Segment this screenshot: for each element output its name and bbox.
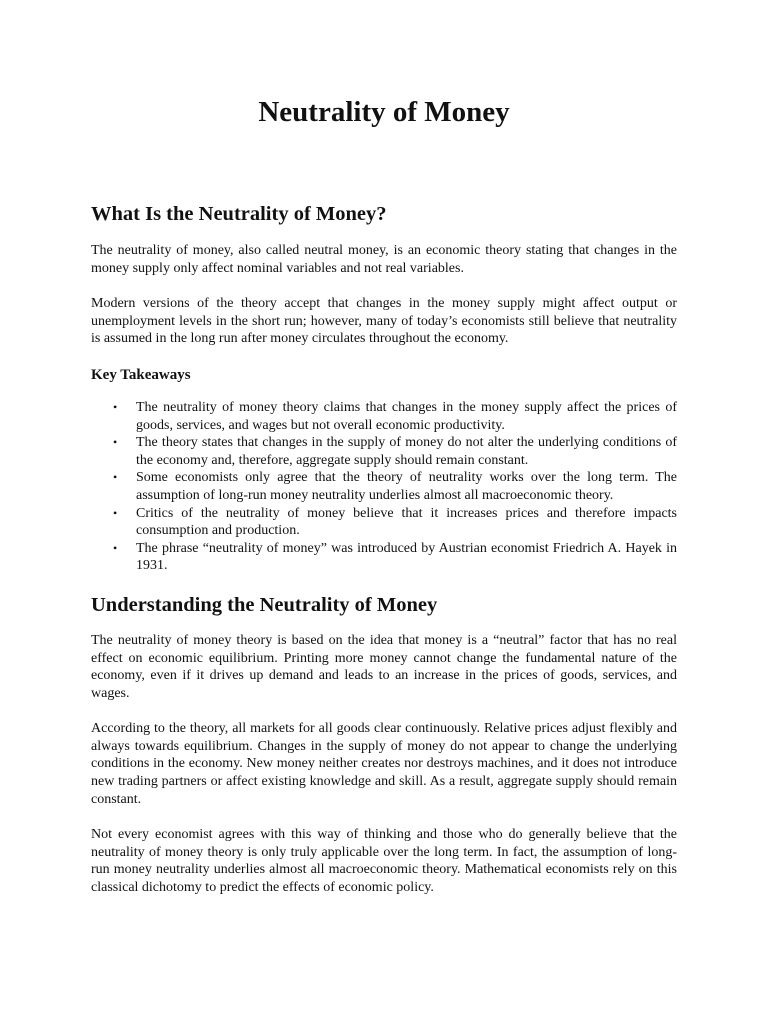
list-item — [91, 540, 677, 575]
list-item-text: The neutrality of money theory claims that changes in the money supply affect the prices of goods, services, and wages but not overall economic productivity. — [136, 399, 677, 433]
list-item-text: The theory states that changes in the supply of money do not alter the underlying conditions of the economy and, therefore, aggregate supply should remain constant. — [136, 435, 677, 468]
section-heading-what-is: What Is the Neutrality of Money? — [91, 203, 387, 225]
list-item-text: Some economists only agree that the theory of neutrality works over the long term. The assumption of long-run money neutrality underlies almost all macroeconomic theory. — [136, 470, 677, 503]
bullet-icon: • — [113, 540, 118, 555]
list-item-text: The phrase “neutrality of money” was introduced by Austrian economist Friedrich A. Hayek in 1931. — [136, 540, 677, 574]
bullet-icon: • — [113, 505, 118, 520]
list-item-text: Critics of the neutrality of money believe that it increases prices and therefore impacts consumption and production. — [136, 505, 677, 539]
list-item — [91, 399, 677, 434]
bullet-icon: • — [113, 399, 118, 414]
key-takeaways-heading: Key Takeaways — [91, 366, 191, 383]
paragraph: Modern versions of the theory accept that changes in the money supply might affect output or unemployment levels in the short run; however, many of today’s economists still believe that neutrality is assumed in the long run after money circulates throughout the economy. — [91, 296, 677, 347]
bullet-icon: • — [113, 435, 118, 450]
document-body — [91, 94, 677, 897]
paragraph: Not every economist agrees with this way of thinking and those who do generally believe that the neutrality of money theory is only truly applicable over the long term. In fact, the assumption of long-run money neutrality underlies almost all macroeconomic theory. Mathematical economists rely on this classical dichotomy to predict the effects of economic policy. — [91, 827, 677, 896]
bullet-icon: • — [113, 470, 118, 485]
list-item — [91, 469, 677, 504]
paragraph: The neutrality of money, also called neutral money, is an economic theory stating that changes in the money supply only affect nominal variables and not real variables. — [91, 243, 677, 276]
paragraph: According to the theory, all markets for all goods clear continuously. Relative prices adjust flexibly and always towards equilibrium. Changes in the supply of money do not appear to change the underlying conditions in the economy. New money neither creates nor destroys machines, and it does not introduce new trading partners or affect existing knowledge and skill. As a result, aggregate supply should remain constant. — [91, 721, 677, 807]
document-title: Neutrality of Money — [258, 96, 510, 128]
list-item — [91, 434, 677, 469]
paragraph: The neutrality of money theory is based on the idea that money is a “neutral” factor that has no real effect on economic equilibrium. Printing more money cannot change the fundamental nature of the economy, even if it drives up demand and leads to an increase in the prices of goods, services, and wages. — [91, 632, 677, 701]
section-heading-understanding: Understanding the Neutrality of Money — [91, 593, 438, 616]
key-takeaways-list — [91, 399, 677, 575]
list-item — [91, 505, 677, 540]
